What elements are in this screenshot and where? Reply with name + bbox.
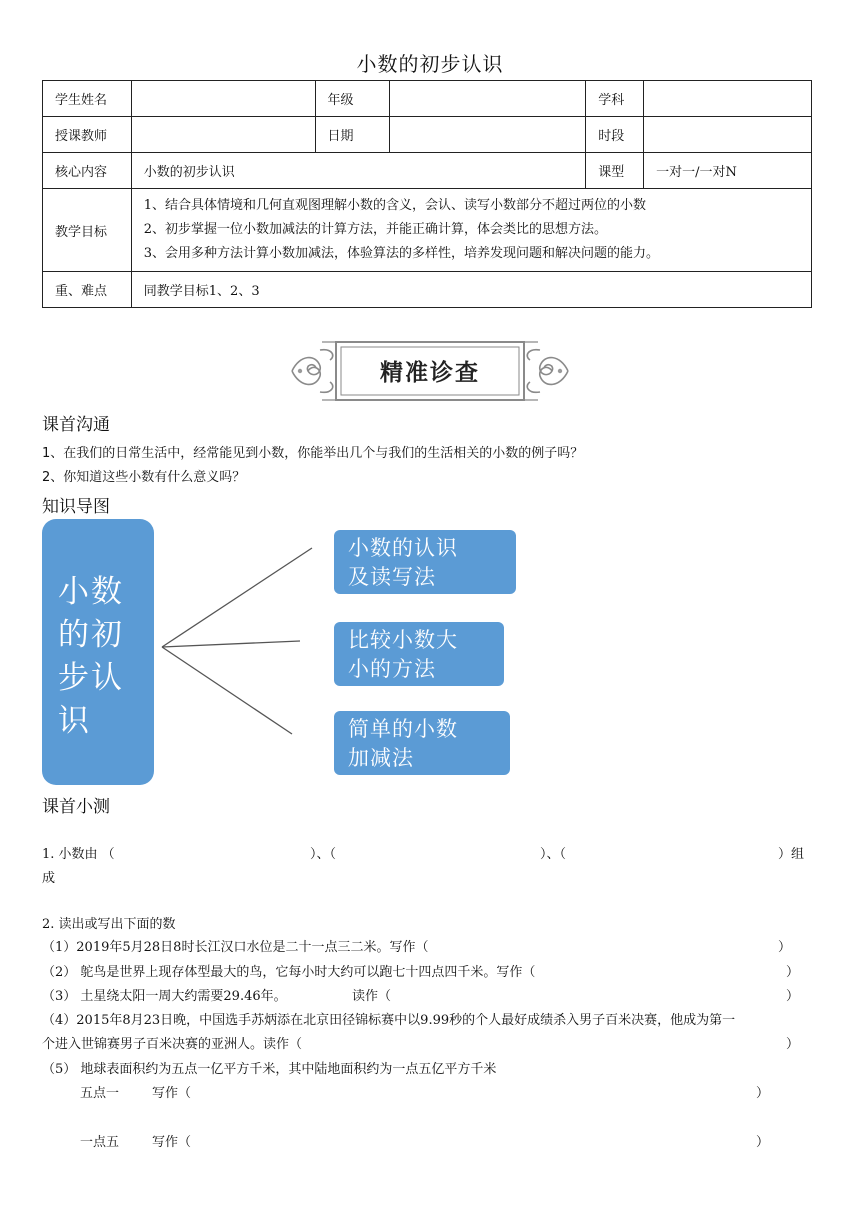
document-title: 小数的初步认识 <box>356 52 504 76</box>
q2-sub-write: 写作（ <box>152 1086 192 1101</box>
knowledge-mindmap <box>42 519 522 787</box>
q2-sub-write: 写作（ <box>152 1135 192 1150</box>
mindmap-heading: 知识导图 <box>42 497 110 517</box>
warmup-heading: 课首沟通 <box>42 415 110 435</box>
core-content-value: 小数的初步认识 <box>131 153 585 189</box>
close-paren: ） <box>786 1037 800 1052</box>
mindmap-node <box>334 530 516 594</box>
section-banner <box>286 336 574 406</box>
q2-item-1: （1）2019年5月28日8时长江汉口水位是二十一点三二米。写作（ <box>42 940 429 955</box>
lesson-type-label: 课型 <box>586 153 644 189</box>
key-points-label: 重、难点 <box>43 272 132 308</box>
teacher-field[interactable] <box>131 117 315 153</box>
subject-field[interactable] <box>644 81 812 117</box>
q2-item-3: （3） 土星绕太阳一周大约需要29.46年。 <box>42 989 287 1004</box>
q1-text-end: ）组 <box>778 847 805 862</box>
mindmap-root-line: 识 <box>58 703 91 739</box>
mindmap-node-line: 及读写法 <box>348 565 436 589</box>
quiz-heading: 课首小测 <box>42 797 110 817</box>
q2-item-4-wrap: 个进入世锦赛男子百米决赛的亚洲人。读作（ <box>42 1037 303 1052</box>
q1-text-sep1: ）、（ <box>310 847 337 862</box>
q2-item-5: （5） 地球表面积约为五点一亿平方千米，其中陆地面积约为一点五亿平方千米 <box>42 1062 497 1077</box>
q2-item-3-read: 读作（ <box>352 989 392 1004</box>
close-paren: ） <box>756 1135 770 1150</box>
teacher-label: 授课教师 <box>43 117 132 153</box>
student-name-label: 学生姓名 <box>43 81 132 117</box>
close-paren: ） <box>756 1086 770 1101</box>
q2-item-2: （2） 鸵鸟是世界上现存体型最大的鸟，它每小时大约可以跑七十四点四千米。写作（ <box>42 965 536 980</box>
date-field[interactable] <box>390 117 586 153</box>
teaching-goal-item: 1、结合具体情境和几何直观图理解小数的含义，会认、读写小数部分不超过两位的小数 <box>143 198 647 213</box>
close-paren: ） <box>786 965 800 980</box>
mindmap-node <box>334 622 504 686</box>
q2-item-4: （4）2015年8月23日晚，中国选手苏炳添在北京田径锦标赛中以9.99秒的个人最好成绩杀入男子百米决赛，他成为第一 <box>42 1013 736 1028</box>
mindmap-node-line: 小的方法 <box>348 657 436 681</box>
q2-title: 2. 读出或写出下面的数 <box>42 917 176 932</box>
teaching-goal-item: 2、初步掌握一位小数加减法的计算方法，并能正确计算，体会类比的思想方法。 <box>143 222 608 237</box>
close-paren: ） <box>786 989 800 1004</box>
q2-sub-label: 一点五 <box>80 1135 120 1150</box>
core-content-label: 核心内容 <box>43 153 132 189</box>
period-field[interactable] <box>644 117 812 153</box>
student-name-field[interactable] <box>131 81 315 117</box>
mindmap-node-line: 小数的认识 <box>348 536 458 560</box>
subject-label: 学科 <box>586 81 644 117</box>
mindmap-node-line: 比较小数大 <box>348 628 458 652</box>
grade-label: 年级 <box>315 81 390 117</box>
q1-text-sep2: ）、（ <box>540 847 567 862</box>
mindmap-root-line: 的初 <box>58 617 124 653</box>
mindmap-node-line: 简单的小数 <box>348 717 458 741</box>
mindmap-root-line: 步认 <box>58 660 124 696</box>
lesson-info-table <box>42 80 812 308</box>
banner-title: 精准诊查 <box>380 360 480 386</box>
warmup-question: 1、在我们的日常生活中，经常能见到小数，你能举出几个与我们的生活相关的小数的例子吗？ <box>42 446 584 461</box>
teaching-goals-cell <box>131 189 811 272</box>
mindmap-node-line: 加减法 <box>348 746 414 770</box>
date-label: 日期 <box>315 117 390 153</box>
q1-text-start: 1. 小数由 （ <box>42 847 115 862</box>
q2-sub-label: 五点一 <box>80 1086 120 1101</box>
mindmap-root-line: 小数 <box>58 574 124 610</box>
lesson-type-value: 一对一/一对N <box>644 153 812 189</box>
teaching-goal-item: 3、会用多种方法计算小数加减法，体验算法的多样性，培养发现问题和解决问题的能力。 <box>143 246 660 261</box>
warmup-question: 2、你知道这些小数有什么意义吗？ <box>42 470 246 485</box>
grade-field[interactable] <box>390 81 586 117</box>
mindmap-node <box>334 711 510 775</box>
key-points-value: 同教学目标1、2、3 <box>131 272 811 308</box>
close-paren: ） <box>778 940 792 955</box>
period-label: 时段 <box>586 117 644 153</box>
q1-text-wrap: 成 <box>42 871 56 886</box>
teaching-goals-label: 教学目标 <box>43 189 132 272</box>
